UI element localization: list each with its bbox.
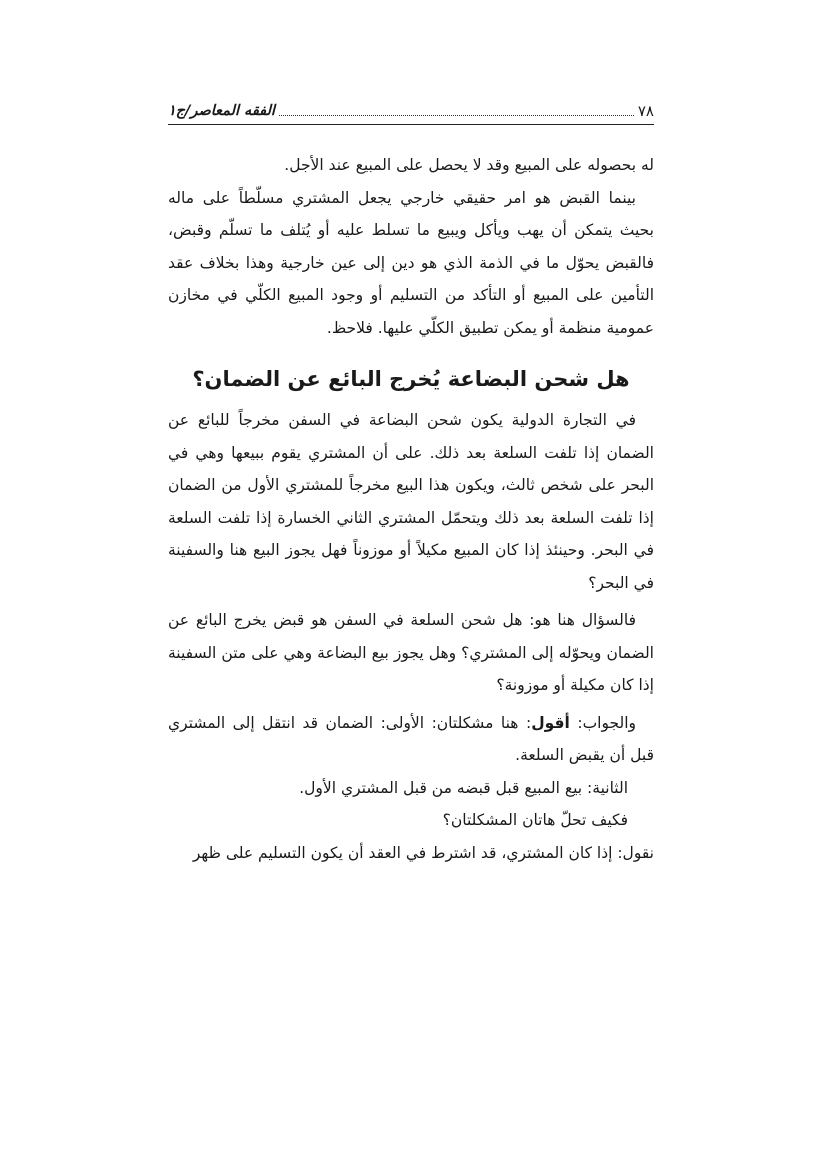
answer-text: : هنا مشكلتان: الأولى: الضمان قد انتقل إلى المشتري قبل أن يقبض السلعة. bbox=[168, 713, 654, 764]
paragraph-7: فكيف تحلّ هاتان المشكلتان؟ bbox=[442, 811, 628, 829]
book-title: الفقه المعاصر/ج١ bbox=[168, 103, 275, 119]
paragraph-6: الثانية: بيع المبيع قبل قبضه من قبل المشتري الأول. bbox=[299, 778, 628, 797]
answer-prefix: والجواب: bbox=[569, 713, 636, 732]
body-text bbox=[168, 149, 654, 869]
answer-bold-word: أقول bbox=[531, 713, 570, 732]
paragraph-8: نقول: إذا كان المشتري، قد اشترط في العقد أن يكون التسليم على ظهر bbox=[192, 843, 654, 862]
paragraph-4: فالسؤال هنا هو: هل شحن السلعة في السفن هو قبض يخرج البائع عن الضمان ويحوّله إلى المشتري؟ وهل يجوز بيع البضاعة وهي على متن السفينة إذا كان مكيلة أو موزونة؟ bbox=[168, 611, 654, 694]
header-dotted-leader bbox=[279, 114, 634, 116]
page-number: ٧٨ bbox=[637, 102, 654, 120]
running-header bbox=[168, 92, 654, 125]
paragraph-5 bbox=[168, 707, 654, 772]
paragraph-3: في التجارة الدولية يكون شحن البضاعة في السفن مخرجاً للبائع عن الضمان إذا تلفت السلعة بعد ذلك. على أن المشتري يقوم ببيعها وهي في البحر على شخص ثالث، ويكون هذا البيع مخرجاً للمشتري الأول من الضمان إذا تلفت السلعة بعد ذلك ويتحمّل المشتري الثاني الخسارة إذا تلفت السلعة في البحر. وحينئذ إذا كان المبيع مكيلاً أو موزوناً فهل يجوز البيع هنا والسفينة في البحر؟ bbox=[168, 411, 654, 592]
paragraph-2: بينما القبض هو امر حقيقي خارجي يجعل المشتري مسلّطاً على ماله بحيث يتمكن أن يهب ويأكل ويبيع ما تسلط عليه أو يُتلف ما تسلّم وقبض، فالقبض يحوّل ما في الذمة الذي هو دين إلى عين خارجية وهذا بخلاف عقد التأمين على المبيع أو التأكد من التسليم أو وجود المبيع الكلّي في مخازن عمومية منظمة أو يمكن تطبيق الكلّي عليها. فلاحظ. bbox=[168, 188, 654, 337]
paragraph-1: له بحصوله على المبيع وقد لا يحصل على المبيع عند الأجل. bbox=[284, 156, 654, 174]
section-heading: هل شحن البضاعة يُخرج البائع عن الضمان؟ bbox=[192, 367, 630, 391]
